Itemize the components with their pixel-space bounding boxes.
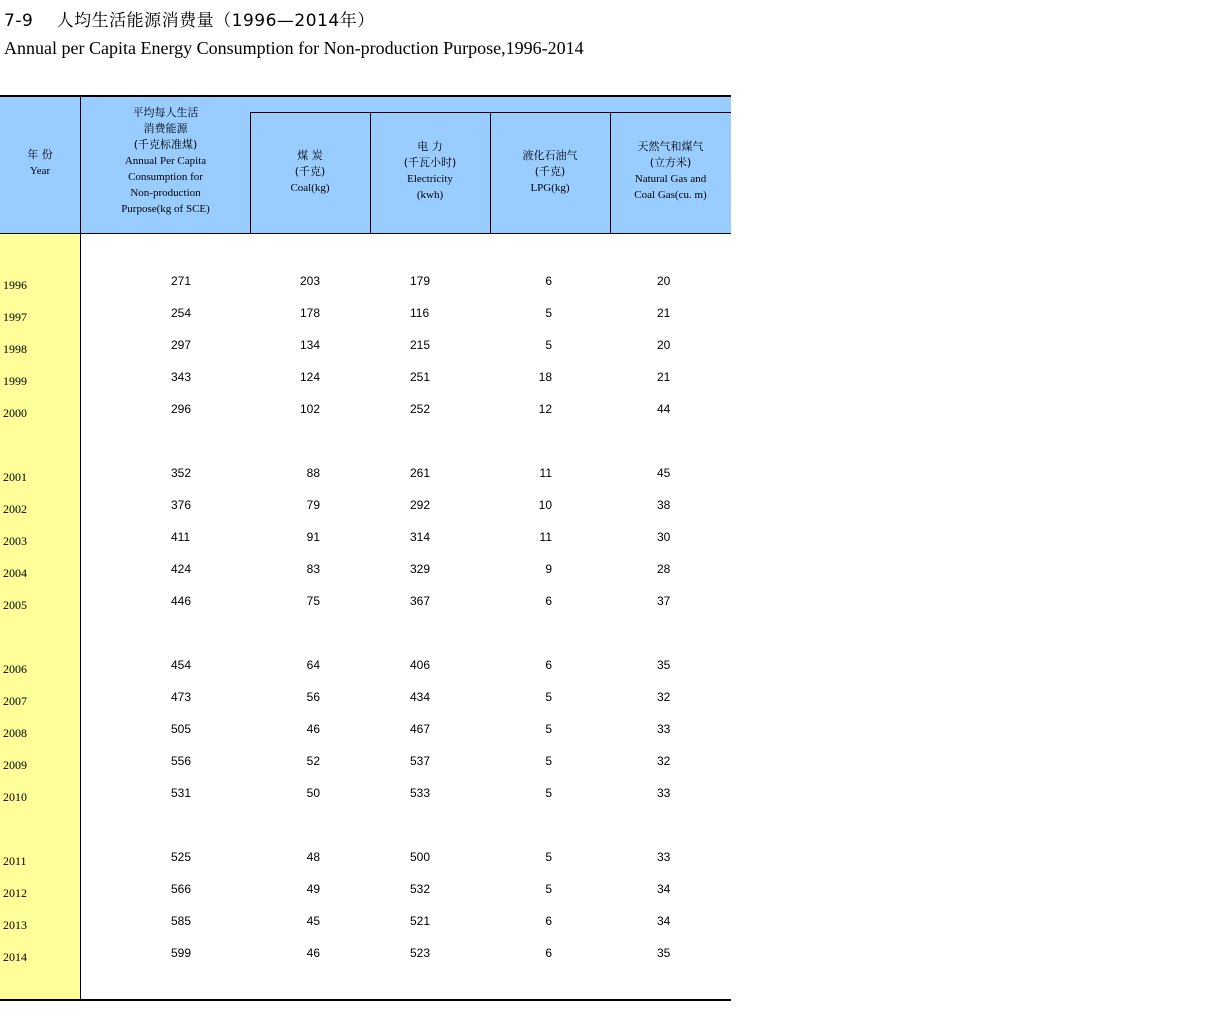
cell-electricity: 292 bbox=[410, 498, 431, 512]
cell-total: 343 bbox=[171, 370, 192, 384]
header-electricity bbox=[370, 139, 490, 203]
header-bottom-rule bbox=[0, 233, 731, 234]
header-gas-line: Natural Gas and bbox=[634, 173, 707, 185]
cell-lpg: 11 bbox=[539, 530, 552, 544]
cell-gas: 37 bbox=[657, 594, 671, 608]
cell-year: 2010 bbox=[3, 790, 27, 804]
cell-lpg: 5 bbox=[545, 722, 552, 736]
cell-coal: 46 bbox=[306, 946, 320, 960]
cell-total: 454 bbox=[171, 658, 192, 672]
header-coal-line: Coal(kg) bbox=[290, 182, 330, 194]
cell-coal: 134 bbox=[299, 338, 320, 352]
cell-coal: 56 bbox=[306, 690, 320, 704]
table-row bbox=[0, 402, 731, 422]
cell-year: 2011 bbox=[3, 854, 27, 868]
table-row bbox=[0, 594, 731, 614]
cell-coal: 49 bbox=[306, 882, 320, 896]
cell-lpg: 5 bbox=[545, 786, 552, 800]
cell-coal: 64 bbox=[306, 658, 320, 672]
cell-gas: 32 bbox=[657, 690, 671, 704]
header-lpg-line: LPG(kg) bbox=[530, 182, 570, 194]
cell-year: 2013 bbox=[3, 918, 27, 932]
cell-coal: 203 bbox=[299, 274, 320, 288]
cell-gas: 34 bbox=[657, 914, 671, 928]
cell-electricity: 179 bbox=[410, 274, 431, 288]
cell-total: 566 bbox=[171, 882, 192, 896]
cell-lpg: 18 bbox=[538, 370, 552, 384]
cell-electricity: 367 bbox=[410, 594, 431, 608]
cell-total: 531 bbox=[171, 786, 192, 800]
header-total-line: 消费能源 bbox=[143, 122, 188, 135]
table-row bbox=[0, 370, 731, 390]
header-lpg-line: 液化石油气 bbox=[522, 149, 578, 162]
cell-lpg: 6 bbox=[545, 914, 552, 928]
cell-year: 2000 bbox=[3, 406, 27, 420]
cell-total: 473 bbox=[171, 690, 192, 704]
header-lpg bbox=[490, 148, 610, 196]
cell-lpg: 6 bbox=[545, 946, 552, 960]
cell-electricity: 467 bbox=[410, 722, 431, 736]
cell-year: 2005 bbox=[3, 598, 27, 612]
table-row bbox=[0, 722, 731, 742]
cell-total: 297 bbox=[171, 338, 192, 352]
cell-year: 2006 bbox=[3, 662, 27, 676]
header-coal bbox=[250, 148, 370, 196]
header-total bbox=[81, 105, 250, 217]
cell-lpg: 9 bbox=[545, 562, 552, 576]
table-row bbox=[0, 562, 731, 582]
cell-electricity: 500 bbox=[410, 850, 431, 864]
cell-gas: 34 bbox=[657, 882, 671, 896]
table-row bbox=[0, 498, 731, 518]
cell-lpg: 6 bbox=[545, 274, 552, 288]
cell-coal: 91 bbox=[306, 530, 320, 544]
header-total-line: (千克标准煤) bbox=[133, 138, 198, 151]
table-row bbox=[0, 306, 731, 326]
cell-year: 2008 bbox=[3, 726, 27, 740]
cell-coal: 52 bbox=[306, 754, 320, 768]
cell-coal: 79 bbox=[306, 498, 320, 512]
cell-coal: 178 bbox=[299, 306, 320, 320]
cell-electricity: 533 bbox=[410, 786, 431, 800]
cell-lpg: 12 bbox=[538, 402, 552, 416]
table-row bbox=[0, 274, 731, 294]
table-row bbox=[0, 914, 731, 934]
header-year bbox=[0, 147, 80, 179]
cell-year: 1997 bbox=[3, 310, 27, 324]
header-gas bbox=[610, 139, 731, 203]
cell-electricity: 252 bbox=[410, 402, 431, 416]
cell-gas: 33 bbox=[657, 850, 671, 864]
cell-electricity: 329 bbox=[410, 562, 431, 576]
cell-year: 2004 bbox=[3, 566, 27, 580]
table-row bbox=[0, 754, 731, 774]
cell-year: 2001 bbox=[3, 470, 27, 484]
header-total-line: Purpose(kg of SCE) bbox=[121, 203, 210, 215]
cell-electricity: 537 bbox=[410, 754, 431, 768]
cell-gas: 21 bbox=[657, 306, 671, 320]
cell-year: 2012 bbox=[3, 886, 27, 900]
cell-electricity: 532 bbox=[410, 882, 431, 896]
table-row bbox=[0, 530, 731, 550]
table-row bbox=[0, 466, 731, 486]
cell-coal: 102 bbox=[299, 402, 320, 416]
cell-gas: 32 bbox=[657, 754, 671, 768]
cell-gas: 21 bbox=[657, 370, 671, 384]
cell-electricity: 261 bbox=[410, 466, 431, 480]
cell-year: 2002 bbox=[3, 502, 27, 516]
header-gas-line: Coal Gas(cu. m) bbox=[634, 189, 707, 201]
table-row bbox=[0, 882, 731, 902]
cell-gas: 35 bbox=[657, 946, 671, 960]
cell-year: 1999 bbox=[3, 374, 27, 388]
cell-lpg: 11 bbox=[539, 466, 552, 480]
cell-total: 599 bbox=[171, 946, 192, 960]
table-row bbox=[0, 786, 731, 806]
header-electricity-line: Electricity bbox=[407, 173, 453, 185]
cell-lpg: 6 bbox=[545, 658, 552, 672]
cell-lpg: 5 bbox=[545, 850, 552, 864]
table-row bbox=[0, 690, 731, 710]
cell-electricity: 434 bbox=[410, 690, 431, 704]
cell-electricity: 251 bbox=[410, 370, 431, 384]
cell-year: 2009 bbox=[3, 758, 27, 772]
header-coal-line: (千克) bbox=[294, 165, 326, 178]
cell-gas: 44 bbox=[657, 402, 671, 416]
table-row bbox=[0, 946, 731, 966]
cell-lpg: 5 bbox=[545, 754, 552, 768]
cell-total: 376 bbox=[171, 498, 192, 512]
cell-year: 2007 bbox=[3, 694, 27, 708]
title-english: Annual per Capita Energy Consumption for Non-production Purpose,1996-2014 bbox=[4, 38, 584, 58]
cell-lpg: 6 bbox=[545, 594, 552, 608]
cell-coal: 45 bbox=[306, 914, 320, 928]
cell-coal: 75 bbox=[306, 594, 320, 608]
cell-total: 505 bbox=[171, 722, 192, 736]
header-gas-line: (立方米) bbox=[649, 156, 692, 169]
cell-gas: 35 bbox=[657, 658, 671, 672]
cell-coal: 48 bbox=[306, 850, 320, 864]
header-electricity-line: (kwh) bbox=[416, 189, 444, 201]
table-bottom-rule bbox=[0, 999, 731, 1001]
cell-lpg: 5 bbox=[545, 338, 552, 352]
cell-year: 2003 bbox=[3, 534, 27, 548]
table-row bbox=[0, 658, 731, 678]
cell-electricity: 521 bbox=[410, 914, 431, 928]
cell-total: 525 bbox=[171, 850, 192, 864]
cell-electricity: 406 bbox=[410, 658, 431, 672]
header-lpg-line: (千克) bbox=[534, 165, 566, 178]
cell-lpg: 5 bbox=[545, 882, 552, 896]
cell-total: 556 bbox=[171, 754, 192, 768]
cell-coal: 88 bbox=[306, 466, 320, 480]
cell-lpg: 10 bbox=[538, 498, 552, 512]
cell-electricity: 314 bbox=[410, 530, 431, 544]
header-gas-line: 天然气和煤气 bbox=[637, 140, 704, 153]
cell-total: 411 bbox=[171, 530, 191, 544]
cell-gas: 20 bbox=[657, 274, 671, 288]
header-total-line: Non-production bbox=[130, 187, 201, 199]
cell-coal: 46 bbox=[306, 722, 320, 736]
header-total-line: 平均每人生活 bbox=[132, 106, 199, 119]
header-total-line: Annual Per Capita bbox=[124, 155, 207, 167]
cell-gas: 45 bbox=[657, 466, 671, 480]
cell-lpg: 5 bbox=[545, 306, 552, 320]
cell-total: 446 bbox=[171, 594, 192, 608]
energy-consumption-table bbox=[0, 95, 731, 1001]
cell-electricity: 523 bbox=[410, 946, 431, 960]
cell-gas: 33 bbox=[657, 786, 671, 800]
cell-coal: 83 bbox=[306, 562, 320, 576]
cell-total: 254 bbox=[171, 306, 192, 320]
cell-gas: 28 bbox=[657, 562, 671, 576]
header-year-zh: 年 份 bbox=[27, 148, 53, 161]
cell-total: 352 bbox=[171, 466, 192, 480]
cell-electricity: 116 bbox=[410, 306, 430, 320]
table-row bbox=[0, 338, 731, 358]
header-total-line: Consumption for bbox=[128, 171, 203, 183]
cell-year: 1996 bbox=[3, 278, 27, 292]
cell-gas: 20 bbox=[657, 338, 671, 352]
header-electricity-line: (千瓦小时) bbox=[403, 156, 457, 169]
cell-total: 585 bbox=[171, 914, 192, 928]
cell-total: 424 bbox=[171, 562, 192, 576]
cell-gas: 38 bbox=[657, 498, 671, 512]
header-year-en: Year bbox=[29, 165, 51, 177]
header-electricity-line: 电 力 bbox=[417, 140, 443, 153]
cell-gas: 33 bbox=[657, 722, 671, 736]
cell-electricity: 215 bbox=[410, 338, 431, 352]
table-row bbox=[0, 850, 731, 870]
cell-coal: 50 bbox=[306, 786, 320, 800]
cell-coal: 124 bbox=[299, 370, 320, 384]
header-coal-line: 煤 炭 bbox=[297, 149, 323, 162]
cell-lpg: 5 bbox=[545, 690, 552, 704]
cell-gas: 30 bbox=[657, 530, 671, 544]
cell-year: 1998 bbox=[3, 342, 27, 356]
cell-year: 2014 bbox=[3, 950, 27, 964]
cell-total: 296 bbox=[171, 402, 192, 416]
cell-total: 271 bbox=[171, 274, 192, 288]
title-chinese: 7-9 人均生活能源消费量（1996—2014年） bbox=[4, 11, 375, 31]
